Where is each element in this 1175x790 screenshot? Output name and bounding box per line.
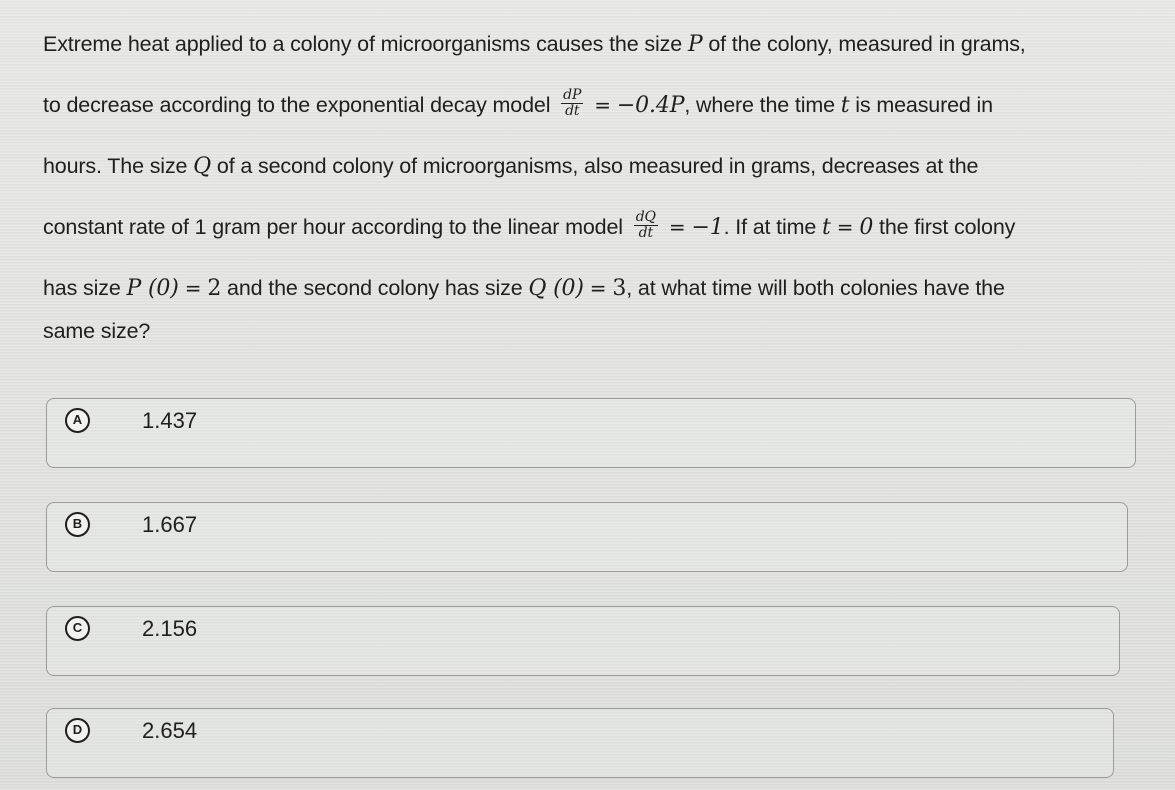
fraction-denominator: dt [638,224,653,241]
choice-letter-badge: D [65,718,90,743]
equals-sign: = [836,215,854,239]
math-value: 2 [207,276,222,301]
question-text [43,14,1153,351]
question-text-segment: the first colony [873,215,1016,239]
math-value: 3 [612,276,627,301]
choice-value: 2.156 [142,616,198,641]
math-expression: Q (0) [528,276,584,301]
question-text-segment: has size [43,276,127,300]
fraction-numerator: dP [563,86,582,103]
question-line [43,14,1153,75]
math-expression: −0.4P [616,93,685,118]
answer-choice-b[interactable] [46,502,1128,572]
question-text-segment: Extreme heat applied to a colony of microorganisms causes the size [43,32,688,56]
derivative-fraction [561,88,583,119]
question-line [43,136,1153,197]
choice-value: 2.654 [142,718,198,743]
equals-sign: = [668,215,686,239]
question-text-segment: , at what time will both colonies have the [626,276,1005,300]
fraction-numerator: dQ [635,208,656,225]
question-text-segment: and the second colony has size [221,276,529,300]
math-variable: t [822,215,831,240]
answer-choice-c[interactable] [46,606,1120,676]
question-text-segment: hours. The size [43,154,194,178]
choice-letter-badge: B [65,512,90,537]
equals-sign: = [184,276,202,300]
answer-choice-a[interactable] [46,398,1136,468]
question-text-segment: same size? [43,319,151,343]
question-line [43,258,1153,319]
math-variable: Q [193,154,212,179]
fraction-denominator: dt [565,102,580,119]
equals-sign: = [594,93,611,117]
math-value: 0 [859,215,874,240]
question-text-segment: to decrease according to the exponential decay model [43,93,557,117]
choice-letter-badge: A [65,408,90,433]
question-text-segment: of the colony, measured in grams, [702,32,1026,56]
math-variable: t [840,93,850,118]
math-expression: −1 [691,215,724,240]
question-text-segment: of a second colony of microorganisms, also measured in grams, decreases at the [211,154,979,178]
question-line [43,75,1153,136]
derivative-fraction [634,210,658,241]
choice-value: 1.667 [142,512,198,537]
math-expression: P (0) [126,276,179,301]
question-text-segment: is measured in [849,93,993,117]
question-line [43,197,1153,258]
question-text-segment: constant rate of 1 gram per hour according to the linear model [43,215,629,239]
question-text-segment: . If at time [723,215,823,239]
question-text-segment: , where the time [684,93,841,117]
choice-value: 1.437 [142,408,198,433]
answer-choice-d[interactable] [46,708,1114,778]
math-variable: P [687,32,703,57]
equals-sign: = [589,276,607,300]
choice-letter-badge: C [65,616,90,641]
